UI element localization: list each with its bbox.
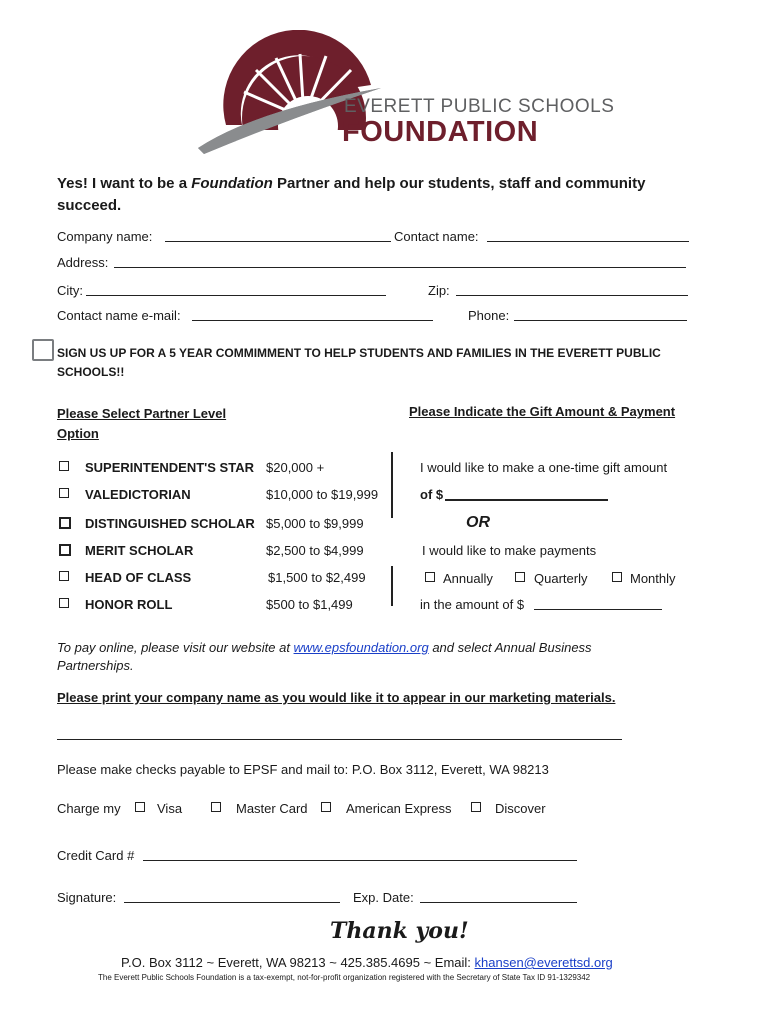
company-field[interactable] (165, 241, 391, 242)
level-checkbox-valedictorian[interactable] (59, 488, 69, 498)
level-name: HONOR ROLL (85, 597, 173, 612)
levels-header (57, 404, 226, 444)
levels-header-line2: Option (57, 426, 99, 441)
charge-label: Charge my (57, 801, 121, 816)
level-checkbox-merit[interactable] (59, 544, 71, 556)
print-name-instruction: Please print your company name as you would like it to appear in our marketing materials. (57, 690, 616, 705)
company-label: Company name: (57, 229, 153, 244)
level-amount: $5,000 to $9,999 (266, 516, 364, 531)
company-print-field[interactable] (57, 739, 622, 740)
amex-label: American Express (346, 801, 452, 816)
logo-line1: EVERETT PUBLIC SCHOOLS (344, 96, 615, 117)
level-amount: $2,500 to $4,999 (266, 543, 364, 558)
credit-card-field[interactable] (143, 860, 577, 861)
online-suffix: and select Annual Business (428, 640, 592, 655)
level-amount: $500 to $1,499 (266, 597, 353, 612)
level-amount: $1,500 to $2,499 (268, 570, 366, 585)
contact-field[interactable] (487, 241, 689, 242)
commitment-text (57, 344, 661, 382)
online-line2: Partnerships. (57, 658, 134, 673)
footer-address-text: P.O. Box 3112 ~ Everett, WA 98213 ~ 425.385.4695 ~ Email: (121, 955, 475, 970)
level-checkbox-distinguished[interactable] (59, 517, 71, 529)
amex-checkbox[interactable] (321, 802, 331, 812)
level-name: VALEDICTORIAN (85, 487, 191, 502)
level-checkbox-superintendent[interactable] (59, 461, 69, 471)
footer-address (121, 955, 613, 970)
mastercard-label: Master Card (236, 801, 308, 816)
zip-label: Zip: (428, 283, 450, 298)
quarterly-label: Quarterly (534, 571, 588, 586)
heading-part1: Yes! I want to be a (57, 175, 192, 192)
heading-part2: Partner and help our students, staff and community (272, 175, 646, 192)
page-heading (57, 173, 645, 217)
level-amount: $10,000 to $19,999 (266, 487, 379, 502)
heading-italic: Foundation (191, 175, 273, 192)
or-label: OR (466, 514, 490, 531)
annually-label: Annually (443, 571, 493, 586)
phone-label: Phone: (468, 308, 510, 323)
payments-label: I would like to make payments (422, 543, 597, 558)
discover-checkbox[interactable] (471, 802, 481, 812)
commitment-line1: SIGN US UP FOR A 5 YEAR COMMIMMENT TO HELP STUDENTS AND FAMILIES IN THE EVERETT PUBLIC (57, 346, 661, 360)
address-label: Address: (57, 255, 109, 270)
checks-note: Please make checks payable to EPSF and mail to: P.O. Box 3112, Everett, WA 98213 (57, 762, 549, 777)
visa-checkbox[interactable] (135, 802, 145, 812)
level-name: SUPERINTENDENT'S STAR (85, 460, 254, 475)
level-checkbox-honor-roll[interactable] (59, 598, 69, 608)
city-field[interactable] (86, 295, 386, 296)
exp-date-field[interactable] (420, 902, 577, 903)
address-field[interactable] (114, 267, 686, 268)
column-divider (391, 452, 393, 518)
payment-amount-field[interactable] (534, 609, 662, 610)
website-link[interactable]: www.epsfoundation.org (293, 640, 429, 655)
level-name: DISTINGUISHED SCHOLAR (85, 516, 255, 531)
exp-date-label: Exp. Date: (353, 890, 414, 905)
commitment-line2: SCHOOLS!! (57, 365, 125, 379)
annually-checkbox[interactable] (425, 572, 435, 582)
signature-label: Signature: (57, 890, 117, 905)
city-label: City: (57, 283, 83, 298)
level-amount: $20,000 + (266, 460, 325, 475)
mastercard-checkbox[interactable] (211, 802, 221, 812)
email-field[interactable] (192, 320, 433, 321)
email-link[interactable]: khansen@everettsd.org (474, 955, 613, 970)
level-checkbox-head-of-class[interactable] (59, 571, 69, 581)
contact-label: Contact name: (394, 229, 479, 244)
discover-label: Discover (495, 801, 546, 816)
phone-field[interactable] (514, 320, 687, 321)
level-name: MERIT SCHOLAR (85, 543, 194, 558)
commitment-checkbox[interactable] (32, 339, 54, 361)
monthly-checkbox[interactable] (612, 572, 622, 582)
levels-header-line1: Please Select Partner Level (57, 406, 227, 421)
one-time-line1: I would like to make a one-time gift amount (420, 460, 668, 475)
footer-disclaimer: The Everett Public Schools Foundation is a tax-exempt, not-for-profit organization registered with the Secretary of State Tax ID 91-1329342 (98, 973, 591, 982)
email-label: Contact name e-mail: (57, 308, 181, 323)
online-prefix: To pay online, please visit our website at (57, 640, 294, 655)
logo-line2: FOUNDATION (342, 116, 539, 148)
online-note (57, 639, 592, 675)
logo (196, 30, 615, 160)
column-divider-lower (391, 566, 393, 606)
level-name: HEAD OF CLASS (85, 570, 192, 585)
thank-you: Thank you! (330, 918, 469, 944)
monthly-label: Monthly (630, 571, 676, 586)
heading-line2: succeed. (57, 197, 122, 214)
quarterly-checkbox[interactable] (515, 572, 525, 582)
amount-of-label: in the amount of $ (420, 597, 525, 612)
gift-header: Please Indicate the Gift Amount & Payment (409, 404, 676, 419)
zip-field[interactable] (456, 295, 688, 296)
one-time-line2: of $ (420, 487, 444, 502)
one-time-amount-field[interactable] (445, 499, 608, 501)
signature-field[interactable] (124, 902, 340, 903)
credit-card-label: Credit Card # (57, 848, 135, 863)
visa-label: Visa (157, 801, 183, 816)
